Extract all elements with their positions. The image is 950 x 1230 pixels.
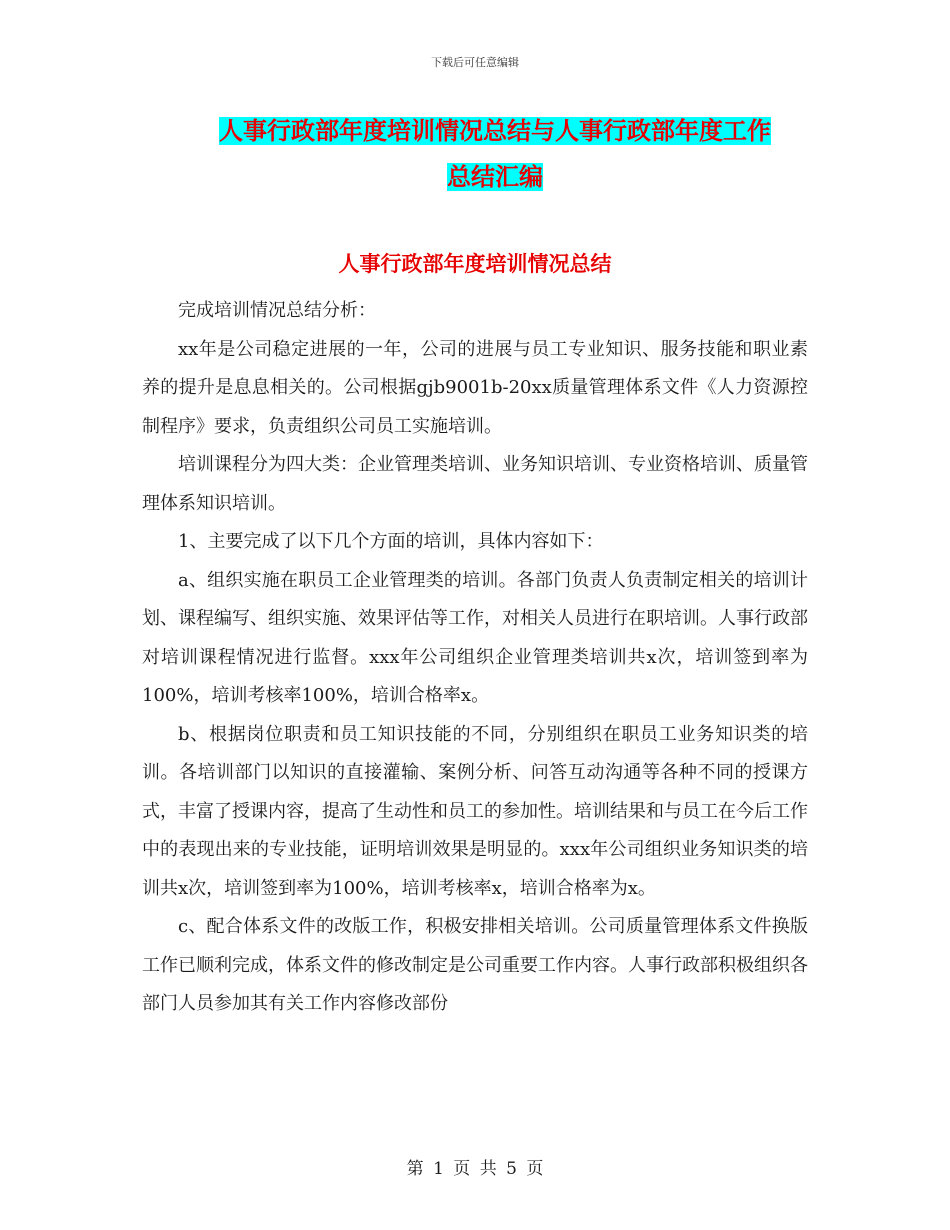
paragraph: a、组织实施在职员工企业管理类的培训。各部门负责人负责制定相关的培训计划、课程编写、组织实施、效果评估等工作，对相关人员进行在职培训。人事行政部对培训课程情况进行监督。xxx年公司组织企业管理类培训共x次，培训签到率为100%，培训考核率100%，培训合格率x。 [142,569,808,706]
header-note: 下载后可任意编辑 [431,56,519,69]
document-title [170,108,820,200]
document-title-line-2: 总结汇编 [447,163,543,191]
paragraph: 1、主要完成了以下几个方面的培训，具体内容如下： [178,531,604,552]
body-text [142,292,808,1024]
paragraph: b、根据岗位职责和员工知识技能的不同，分别组织在职员工业务知识类的培训。各培训部门以知识的直接灌输、案例分析、问答互动沟通等各种不同的授课方式，丰富了授课内容，提高了生动性和员工的参加性。培训结果和与员工在今后工作中的表现出来的专业技能，证明培训效果是明显的。xxx年公司组织业务知识类的培训共x次，培训签到率为100%，培训考核率x，培训合格率为x。 [142,723,808,899]
document-title-line-1: 人事行政部年度培训情况总结与人事行政部年度工作 [219,117,771,145]
section-title: 人事行政部年度培训情况总结 [338,252,612,276]
paragraph: 完成培训情况总结分析： [178,300,376,321]
paragraph: 培训课程分为四大类：企业管理类培训、业务知识培训、专业资格培训、质量管理体系知识培训。 [142,454,808,514]
paragraph: xx年是公司稳定进展的一年，公司的进展与员工专业知识、服务技能和职业素养的提升是息息相关的。公司根据gjb9001b-20xx质量管理体系文件《人力资源控制程序》要求，负责组织公司员工实施培训。 [142,338,808,437]
page-footer: 第 1 页 共 5 页 [406,1159,544,1179]
paragraph: c、配合体系文件的改版工作，积极安排相关培训。公司质量管理体系文件换版工作已顺利完成，体系文件的修改制定是公司重要工作内容。人事行政部积极组织各部门人员参加其有关工作内容修改部份 [142,916,808,1014]
